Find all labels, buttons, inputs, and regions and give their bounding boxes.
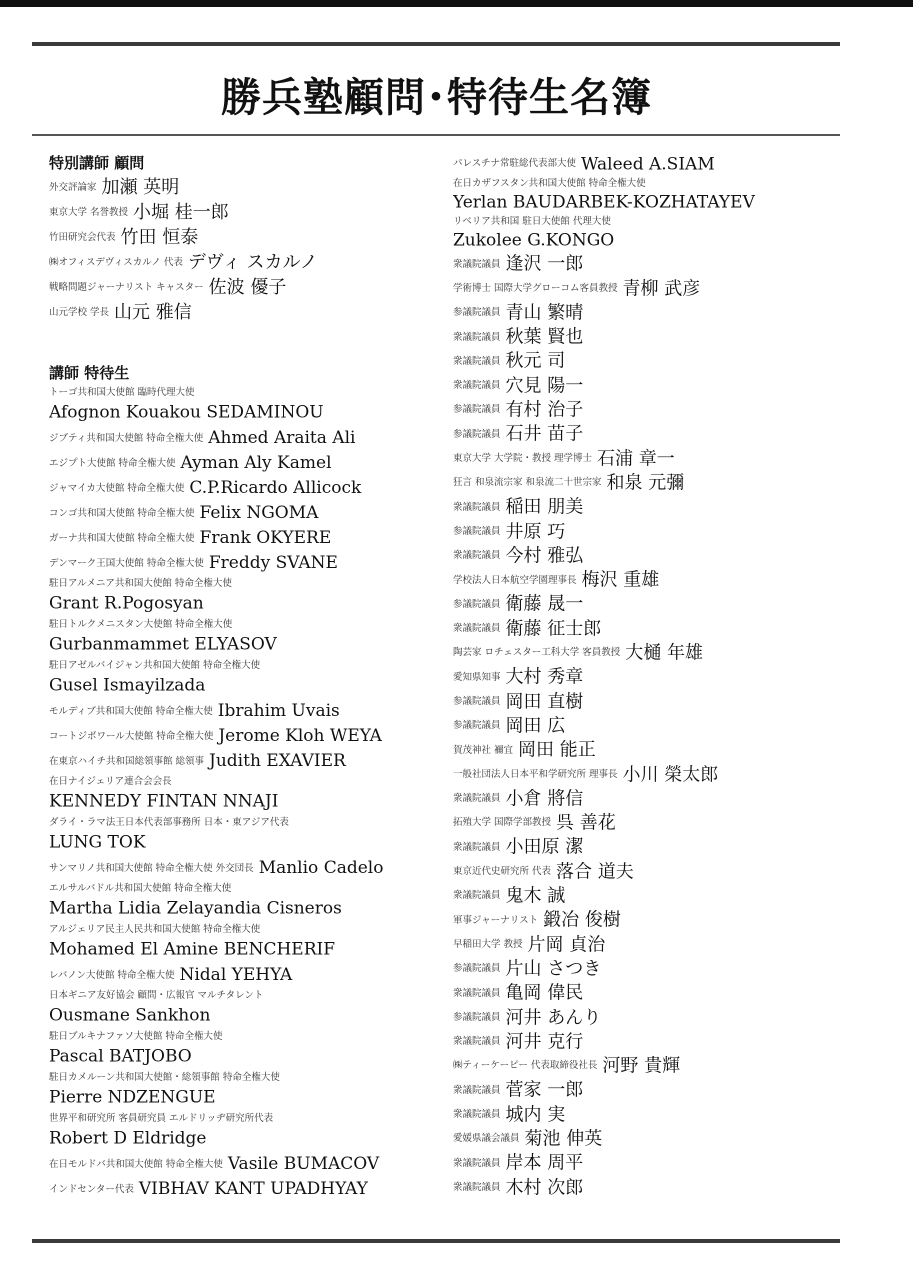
person-name: 河井 あんり	[505, 1006, 602, 1028]
list-item	[453, 1127, 853, 1151]
affiliation-text: インドセンター代表	[49, 1184, 134, 1195]
person-name: 落合 道夫	[556, 861, 634, 883]
person-name: Frank OKYERE	[199, 528, 332, 548]
left-column	[49, 152, 429, 1201]
affiliation-text: コートジボワール大使館 特命全権大使	[49, 731, 214, 742]
affiliation-text: 衆議院議員	[453, 1084, 501, 1096]
person-name: Zukolee G.KONGO	[453, 230, 615, 251]
person-name: 竹田 恒泰	[120, 227, 199, 248]
list-item	[453, 152, 853, 176]
affiliation-text: 参議院議員	[453, 404, 501, 416]
top-rule	[32, 42, 840, 46]
person-name: 井原 巧	[505, 520, 566, 542]
person-name: 和泉 元彌	[606, 472, 685, 494]
affiliation-text: 衆議院議員	[453, 793, 501, 805]
person-name: Vasile BUMACOV	[227, 1154, 380, 1174]
person-name: Manlio Cadelo	[258, 858, 384, 878]
affiliation-text: 参議院議員	[453, 963, 501, 975]
person-name: 菊池 伸英	[524, 1128, 603, 1150]
affiliation-text: 衆議院議員	[453, 890, 501, 902]
list-item	[49, 962, 429, 987]
list-item	[453, 957, 853, 981]
list-item	[49, 500, 429, 525]
person-name: 片山 さつき	[505, 958, 602, 980]
list-item	[453, 738, 853, 762]
person-name: 小倉 將信	[505, 788, 584, 810]
person-name: Ibrahim Uvais	[217, 701, 340, 721]
person-name: 加瀬 英明	[101, 177, 180, 198]
list-item	[453, 471, 853, 495]
affiliation-text: 愛媛県議会議員	[453, 1133, 520, 1145]
person-name: 石井 苗子	[505, 423, 584, 445]
list-item	[49, 249, 429, 274]
scholars-heading: 講師 特待生	[49, 364, 130, 382]
person-name: 小田原 潔	[505, 836, 584, 858]
list-item	[453, 520, 853, 544]
affiliation-text: ガーナ共和国大使館 特命全権大使	[49, 533, 195, 544]
entry-affiliation	[49, 1028, 429, 1043]
affiliation-text: 学校法人日本航空学園理事長	[453, 574, 577, 586]
affiliation-text: 陶芸家 ロチェスター工科大学 客員教授	[453, 647, 621, 659]
entry-name-row	[49, 1002, 429, 1028]
entry-name-row	[453, 228, 853, 252]
entry-name-row	[453, 190, 853, 214]
person-name: 逢沢 一郎	[505, 253, 584, 275]
list-item	[453, 908, 853, 932]
affiliation-text: 愛知県知事	[453, 671, 501, 683]
right-column	[453, 152, 853, 1200]
entry-affiliation	[49, 616, 429, 631]
list-item	[49, 174, 429, 199]
advisors-heading: 特別講師 顧問	[49, 154, 145, 172]
affiliation-text: 駐日アゼルバイジャン共和国大使館 特命全権大使	[49, 660, 261, 671]
affiliation-text: 東京近代史研究所 代表	[453, 866, 552, 878]
affiliation-text: トーゴ共和国大使館 臨時代理大使	[49, 387, 195, 398]
entry-affiliation	[453, 214, 853, 228]
list-item	[453, 422, 853, 446]
list-item	[49, 723, 429, 748]
affiliation-text: 参議院議員	[453, 695, 501, 707]
list-item	[49, 299, 429, 324]
list-item	[453, 981, 853, 1005]
person-name: 今村 雅弘	[505, 545, 584, 567]
person-name: 佐波 優子	[208, 277, 287, 298]
person-name: 亀岡 偉民	[505, 982, 584, 1004]
person-name: 大樋 年雄	[625, 642, 703, 664]
advisors-list	[49, 174, 429, 324]
affiliation-text: 衆議院議員	[453, 550, 501, 562]
person-name: Nidal YEHYA	[179, 965, 293, 985]
person-name: Pascal BATJOBO	[49, 1046, 192, 1067]
list-item	[453, 349, 853, 373]
entry-name-row	[49, 788, 429, 814]
affiliation-text: 参議院議員	[453, 525, 501, 537]
entry-affiliation	[49, 773, 429, 788]
person-name: Mohamed El Amine BENCHERIF	[49, 939, 336, 960]
person-name: 衛藤 晟一	[505, 593, 584, 615]
list-item	[453, 617, 853, 641]
person-name: Afognon Kouakou SEDAMINOU	[49, 402, 324, 423]
list-item	[453, 665, 853, 689]
section-gap	[49, 324, 429, 362]
person-name: Ahmed Araita Ali	[208, 428, 356, 448]
entry-name-row	[49, 829, 429, 855]
list-item	[453, 277, 853, 301]
list-item	[453, 592, 853, 616]
list-item	[453, 933, 853, 957]
person-name: Martha Lidia Zelayandia Cisneros	[49, 898, 342, 919]
affiliation-text: パレスチナ常駐総代表部大使	[453, 158, 577, 170]
person-name: 岡田 能正	[518, 739, 596, 761]
person-name: 菅家 一郎	[505, 1079, 584, 1101]
person-name: 鍛冶 俊樹	[543, 909, 621, 931]
person-name: Waleed A.SIAM	[581, 154, 715, 175]
entry-name-row	[49, 1125, 429, 1151]
entry-name-row	[49, 895, 429, 921]
affiliation-text: 山元学校 学長	[49, 307, 110, 318]
title-divider	[32, 134, 840, 136]
list-item	[453, 252, 853, 276]
list-item	[49, 525, 429, 550]
list-item	[453, 1054, 853, 1078]
affiliation-text: 衆議院議員	[453, 380, 501, 392]
person-name: 石浦 章一	[597, 448, 675, 470]
entry-affiliation	[49, 1069, 429, 1084]
list-item	[453, 1030, 853, 1054]
affiliation-text: 在日カザフスタン共和国大使館 特命全権大使	[453, 177, 646, 189]
person-name: 岡田 直樹	[505, 690, 584, 712]
entry-affiliation	[49, 921, 429, 936]
list-item	[453, 374, 853, 398]
affiliation-text: 衆議院議員	[453, 623, 501, 635]
page-title: 勝兵塾顧問･特待生名簿	[221, 74, 652, 121]
list-item	[453, 714, 853, 738]
affiliation-text: 一般社団法人日本平和学研究所 理事長	[453, 768, 618, 780]
affiliation-text: 衆議院議員	[453, 331, 501, 343]
entry-name-row	[49, 672, 429, 698]
list-item	[49, 1151, 429, 1176]
person-name: Grant R.Pogosyan	[49, 593, 204, 614]
affiliation-text: 軍事ジャーナリスト	[453, 914, 539, 926]
entry-name-row	[49, 590, 429, 616]
affiliation-text: 学術博士 国際大学グローコム客員教授	[453, 282, 618, 294]
affiliation-text: エルサルバドル共和国大使館 特命全権大使	[49, 883, 232, 894]
entry-name-row	[49, 936, 429, 962]
affiliation-text: 駐日アルメニア共和国大使館 特命全権大使	[49, 578, 232, 589]
person-name: KENNEDY FINTAN NNAJI	[49, 791, 279, 812]
list-item	[453, 1151, 853, 1175]
affiliation-text: 賀茂神社 禰宜	[453, 744, 514, 756]
affiliation-text: 駐日カメルーン共和国大使館・総領事館 特命全権大使	[49, 1072, 280, 1083]
person-name: 秋元 司	[505, 350, 566, 372]
person-name: 山元 雅信	[114, 302, 192, 323]
person-name: 青柳 武彦	[622, 277, 701, 299]
list-item	[453, 763, 853, 787]
person-name: 城内 実	[505, 1104, 566, 1126]
affiliation-text: 早稲田大学 教授	[453, 938, 523, 950]
person-name: 秋葉 賢也	[505, 326, 584, 348]
affiliation-text: 衆議院議員	[453, 355, 501, 367]
person-name: 片岡 貞治	[527, 933, 606, 955]
list-item	[49, 475, 429, 500]
affiliation-text: 衆議院議員	[453, 501, 501, 513]
affiliation-text: ダライ・ラマ法王日本代表部事務所 日本・東アジア代表	[49, 817, 289, 828]
affiliation-text: 外交評論家	[49, 182, 97, 193]
list-item	[453, 884, 853, 908]
person-name: Robert D Eldridge	[49, 1128, 207, 1149]
affiliation-text: 参議院議員	[453, 1011, 501, 1023]
list-item	[49, 199, 429, 224]
list-item	[49, 855, 429, 880]
affiliation-text: 衆議院議員	[453, 1109, 501, 1121]
affiliation-text: 世界平和研究所 客員研究員 エルドリッヂ研究所代表	[49, 1113, 274, 1124]
affiliation-text: レバノン大使館 特命全権大使	[49, 970, 175, 981]
list-item	[453, 568, 853, 592]
affiliation-text: 参議院議員	[453, 720, 501, 732]
person-name: VIBHAV KANT UPADHYAY	[138, 1179, 368, 1199]
affiliation-text: リベリア共和国 駐日大使館 代理大使	[453, 215, 611, 227]
entry-name-row	[49, 399, 429, 425]
list-item	[453, 325, 853, 349]
person-name: Ousmane Sankhon	[49, 1005, 211, 1026]
list-item	[453, 447, 853, 471]
person-name: Yerlan BAUDARBEK-KOZHATAYEV	[453, 192, 755, 213]
list-item	[49, 748, 429, 773]
list-item	[49, 224, 429, 249]
person-name: 岸本 周平	[505, 1152, 584, 1174]
list-item	[49, 274, 429, 299]
affiliation-text: 衆議院議員	[453, 1181, 501, 1193]
affiliation-text: 参議院議員	[453, 428, 501, 440]
affiliation-text: エジプト大使館 特命全権大使	[49, 458, 176, 469]
bottom-rule	[32, 1239, 840, 1243]
person-name: 河野 貴輝	[602, 1055, 681, 1077]
person-name: Gusel Ismayilzada	[49, 675, 206, 696]
affiliation-text: 衆議院議員	[453, 1036, 501, 1048]
entry-affiliation	[49, 575, 429, 590]
affiliation-text: 戦略問題ジャーナリスト キャスター	[49, 282, 204, 293]
entry-affiliation	[49, 1110, 429, 1125]
list-item	[49, 550, 429, 575]
affiliation-text: 拓殖大学 国際学部教授	[453, 817, 552, 829]
affiliation-text: デンマーク王国大使館 特命全権大使	[49, 558, 204, 569]
scholars-list-right	[453, 152, 853, 1200]
list-item	[453, 860, 853, 884]
list-item	[49, 425, 429, 450]
person-name: Ayman Aly Kamel	[180, 453, 332, 473]
affiliation-text: 在日モルドバ共和国大使館 特命全権大使	[49, 1159, 223, 1170]
list-item	[453, 1006, 853, 1030]
affiliation-text: 在東京ハイチ共和国総領事館 総領事	[49, 756, 205, 767]
person-name: 河井 克行	[505, 1031, 584, 1053]
affiliation-text: ㈱オフィスデヴィスカルノ 代表	[49, 257, 183, 268]
list-item	[453, 301, 853, 325]
list-item	[453, 1103, 853, 1127]
entry-affiliation	[49, 384, 429, 399]
list-item	[49, 1176, 429, 1201]
person-name: 穴見 陽一	[505, 375, 584, 397]
affiliation-text: 東京大学 大学院・教授 理学博士	[453, 453, 593, 465]
person-name: Pierre NDZENGUE	[49, 1087, 216, 1108]
affiliation-text: 竹田研究会代表	[49, 232, 116, 243]
list-item	[453, 1078, 853, 1102]
list-item	[453, 398, 853, 422]
list-item	[49, 450, 429, 475]
person-name: Felix NGOMA	[199, 503, 319, 523]
person-name: 小堀 桂一郎	[133, 202, 229, 223]
person-name: 鬼木 誠	[505, 885, 566, 907]
affiliation-text: 参議院議員	[453, 598, 501, 610]
affiliation-text: アルジェリア民主人民共和国大使館 特命全権大使	[49, 924, 261, 935]
affiliation-text: 駐日ブルキナファソ大使館 特命全権大使	[49, 1031, 223, 1042]
affiliation-text: 参議院議員	[453, 307, 501, 319]
person-name: 呉 善花	[556, 812, 616, 834]
list-item	[453, 1176, 853, 1200]
list-item	[453, 787, 853, 811]
affiliation-text: 駐日トルクメニスタン大使館 特命全権大使	[49, 619, 233, 630]
person-name: デヴィ スカルノ	[187, 252, 318, 273]
affiliation-text: 衆議院議員	[453, 987, 501, 999]
person-name: LUNG TOK	[49, 832, 146, 853]
affiliation-text: 衆議院議員	[453, 1157, 501, 1169]
affiliation-text: 在日ナイジェリア連合会会長	[49, 776, 172, 787]
person-name: Gurbanmammet ELYASOV	[49, 634, 277, 655]
person-name: 梅沢 重雄	[581, 569, 660, 591]
list-item	[453, 835, 853, 859]
affiliation-text: ジブティ共和国大使館 特命全権大使	[49, 433, 204, 444]
entry-name-row	[49, 1043, 429, 1069]
entry-affiliation	[49, 657, 429, 672]
scholars-list-left	[49, 384, 429, 1201]
entry-affiliation	[49, 814, 429, 829]
list-item	[453, 641, 853, 665]
entry-affiliation	[453, 176, 853, 190]
entry-affiliation	[49, 880, 429, 895]
list-item	[49, 698, 429, 723]
person-name: 稲田 朋美	[505, 496, 584, 518]
affiliation-text: 日本ギニア友好協会 顧問・広報官 マルチタレント	[49, 990, 264, 1001]
affiliation-text: サンマリノ共和国大使館 特命全権大使 外交団長	[49, 863, 254, 874]
affiliation-text: 東京大学 名誉教授	[49, 207, 129, 218]
person-name: 大村 秀章	[505, 666, 584, 688]
list-item	[453, 811, 853, 835]
affiliation-text: モルディブ共和国大使館 特命全権大使	[49, 706, 213, 717]
entry-name-row	[49, 1084, 429, 1110]
affiliation-text: ㈱ティーケーピー 代表取締役社長	[453, 1060, 598, 1072]
affiliation-text: コンゴ共和国大使館 特命全権大使	[49, 508, 195, 519]
list-item	[453, 544, 853, 568]
person-name: Judith EXAVIER	[209, 751, 346, 771]
list-item	[453, 495, 853, 519]
person-name: 木村 次郎	[505, 1176, 584, 1198]
person-name: C.P.Ricardo Allicock	[189, 478, 362, 498]
affiliation-text: ジャマイカ大使館 特命全権大使	[49, 483, 185, 494]
affiliation-text: 衆議院議員	[453, 258, 501, 270]
person-name: Jerome Kloh WEYA	[218, 726, 382, 746]
person-name: 岡田 広	[505, 715, 566, 737]
entry-name-row	[49, 631, 429, 657]
top-border-bar	[0, 0, 913, 7]
entry-affiliation	[49, 987, 429, 1002]
affiliation-text: 衆議院議員	[453, 841, 501, 853]
person-name: Freddy SVANE	[208, 553, 338, 573]
person-name: 青山 繁晴	[505, 302, 584, 324]
person-name: 小川 榮太郎	[622, 763, 719, 785]
list-item	[453, 690, 853, 714]
person-name: 衛藤 征士郎	[505, 618, 602, 640]
person-name: 有村 治子	[505, 399, 584, 421]
affiliation-text: 狂言 和泉流宗家 和泉流二十世宗家	[453, 477, 602, 489]
